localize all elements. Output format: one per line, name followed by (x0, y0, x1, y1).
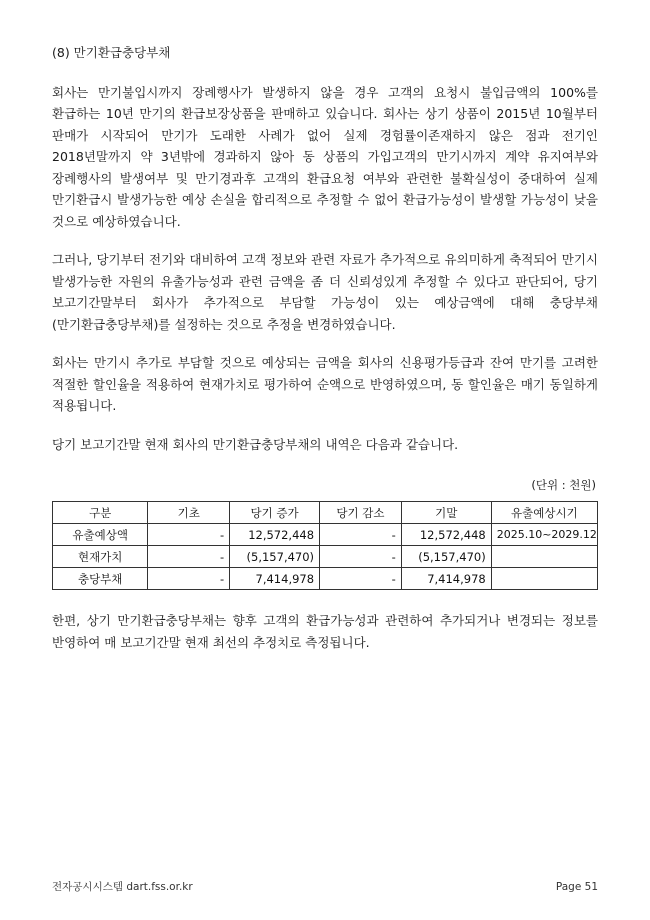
row-label: 유출예상액 (53, 524, 148, 546)
cell-increase: 12,572,448 (230, 524, 320, 546)
column-header-category: 구분 (53, 502, 148, 524)
column-header-closing: 기말 (401, 502, 491, 524)
paragraph-3: 회사는 만기시 추가로 부담할 것으로 예상되는 금액을 회사의 신용평가등급과 잔여 만기를 고려한 적절한 할인율을 적용하여 현재가치로 평가하여 순액으로 반영하였으며, 동 할인율은 매기 동일하게 적용됩니다. (52, 355, 598, 414)
cell-opening: - (148, 546, 230, 568)
closing-paragraph: 한편, 상기 만기환급충당부채는 향후 고객의 환급가능성과 관련하여 추가되거나 변경되는 정보를 반영하여 매 보고기간말 현재 최선의 추정치로 측정됩니다. (52, 613, 598, 650)
footer-source: 전자공시시스템 dart.fss.or.kr (52, 881, 193, 893)
page-content (52, 44, 598, 670)
column-header-opening: 기초 (148, 502, 230, 524)
table-row (53, 568, 598, 590)
cell-decrease: - (320, 524, 402, 546)
cell-outflow-timing (491, 546, 597, 568)
paragraph-4: 당기 보고기간말 현재 회사의 만기환급충당부채의 내역은 다음과 같습니다. (52, 436, 459, 452)
cell-increase: 7,414,978 (230, 568, 320, 590)
cell-closing: 7,414,978 (401, 568, 491, 590)
cell-outflow-timing (491, 568, 597, 590)
row-label: 현재가치 (53, 546, 148, 568)
cell-opening: - (148, 568, 230, 590)
page-footer (52, 879, 598, 894)
cell-decrease: - (320, 568, 402, 590)
unit-note: (단위 : 천원) (531, 478, 596, 493)
column-header-outflow-timing: 유출예상시기 (491, 502, 597, 524)
table-row (53, 524, 598, 546)
column-header-increase: 당기 증가 (230, 502, 320, 524)
cell-decrease: - (320, 546, 402, 568)
paragraph-2: 그러나, 당기부터 전기와 대비하여 고객 정보와 관련 자료가 추가적으로 유의미하게 축적되어 만기시 발생가능한 자원의 유출가능성과 관련 금액을 좀 더 신뢰성있게 추정할 수 있다고 판단되어, 당기 보고기간말부터 회사가 추가적으로 부담할 가능성이 있는 예상금액에 대해 충당부채(만기환급충당부채)를 설정하는 것으로 추정을 변경하였습니다. (52, 252, 598, 332)
cell-closing: 12,572,448 (401, 524, 491, 546)
footer-page-number: Page 51 (555, 881, 598, 893)
table-row (53, 546, 598, 568)
cell-increase: (5,157,470) (230, 546, 320, 568)
paragraph-1: 회사는 만기불입시까지 장례행사가 발생하지 않을 경우 고객의 요청시 불입금액의 100%를 환급하는 10년 만기의 환급보장상품을 판매하고 있습니다. 회사는 상기 상품이 2015년 10월부터 판매가 시작되어 만기가 도래한 사례가 없어 실제 경험률이존재하지 않은 점과 전기인 2018년말까지 약 3년밖에 경과하지 않아 동 상품의 가입고객의 만기시까지 계약 유지여부와 장례행사의 발생여부 및 만기경과후 고객의 환급요청 여부와 관련한 불확실성이 중대하여 실제 만기환급시 발생가능한 예상 손실을 합리적으로 추정할 수 없어 환급가능성이 발생할 가능성이 낮을 것으로 예상하였습니다. (52, 84, 598, 229)
section-heading: (8) 만기환급충당부채 (52, 45, 171, 60)
row-label: 충당부채 (53, 568, 148, 590)
column-header-decrease: 당기 감소 (320, 502, 402, 524)
cell-outflow-timing: 2025.10~2029.12 (491, 524, 597, 546)
cell-closing: (5,157,470) (401, 546, 491, 568)
provision-table (52, 501, 598, 590)
cell-opening: - (148, 524, 230, 546)
table-header-row (53, 502, 598, 524)
